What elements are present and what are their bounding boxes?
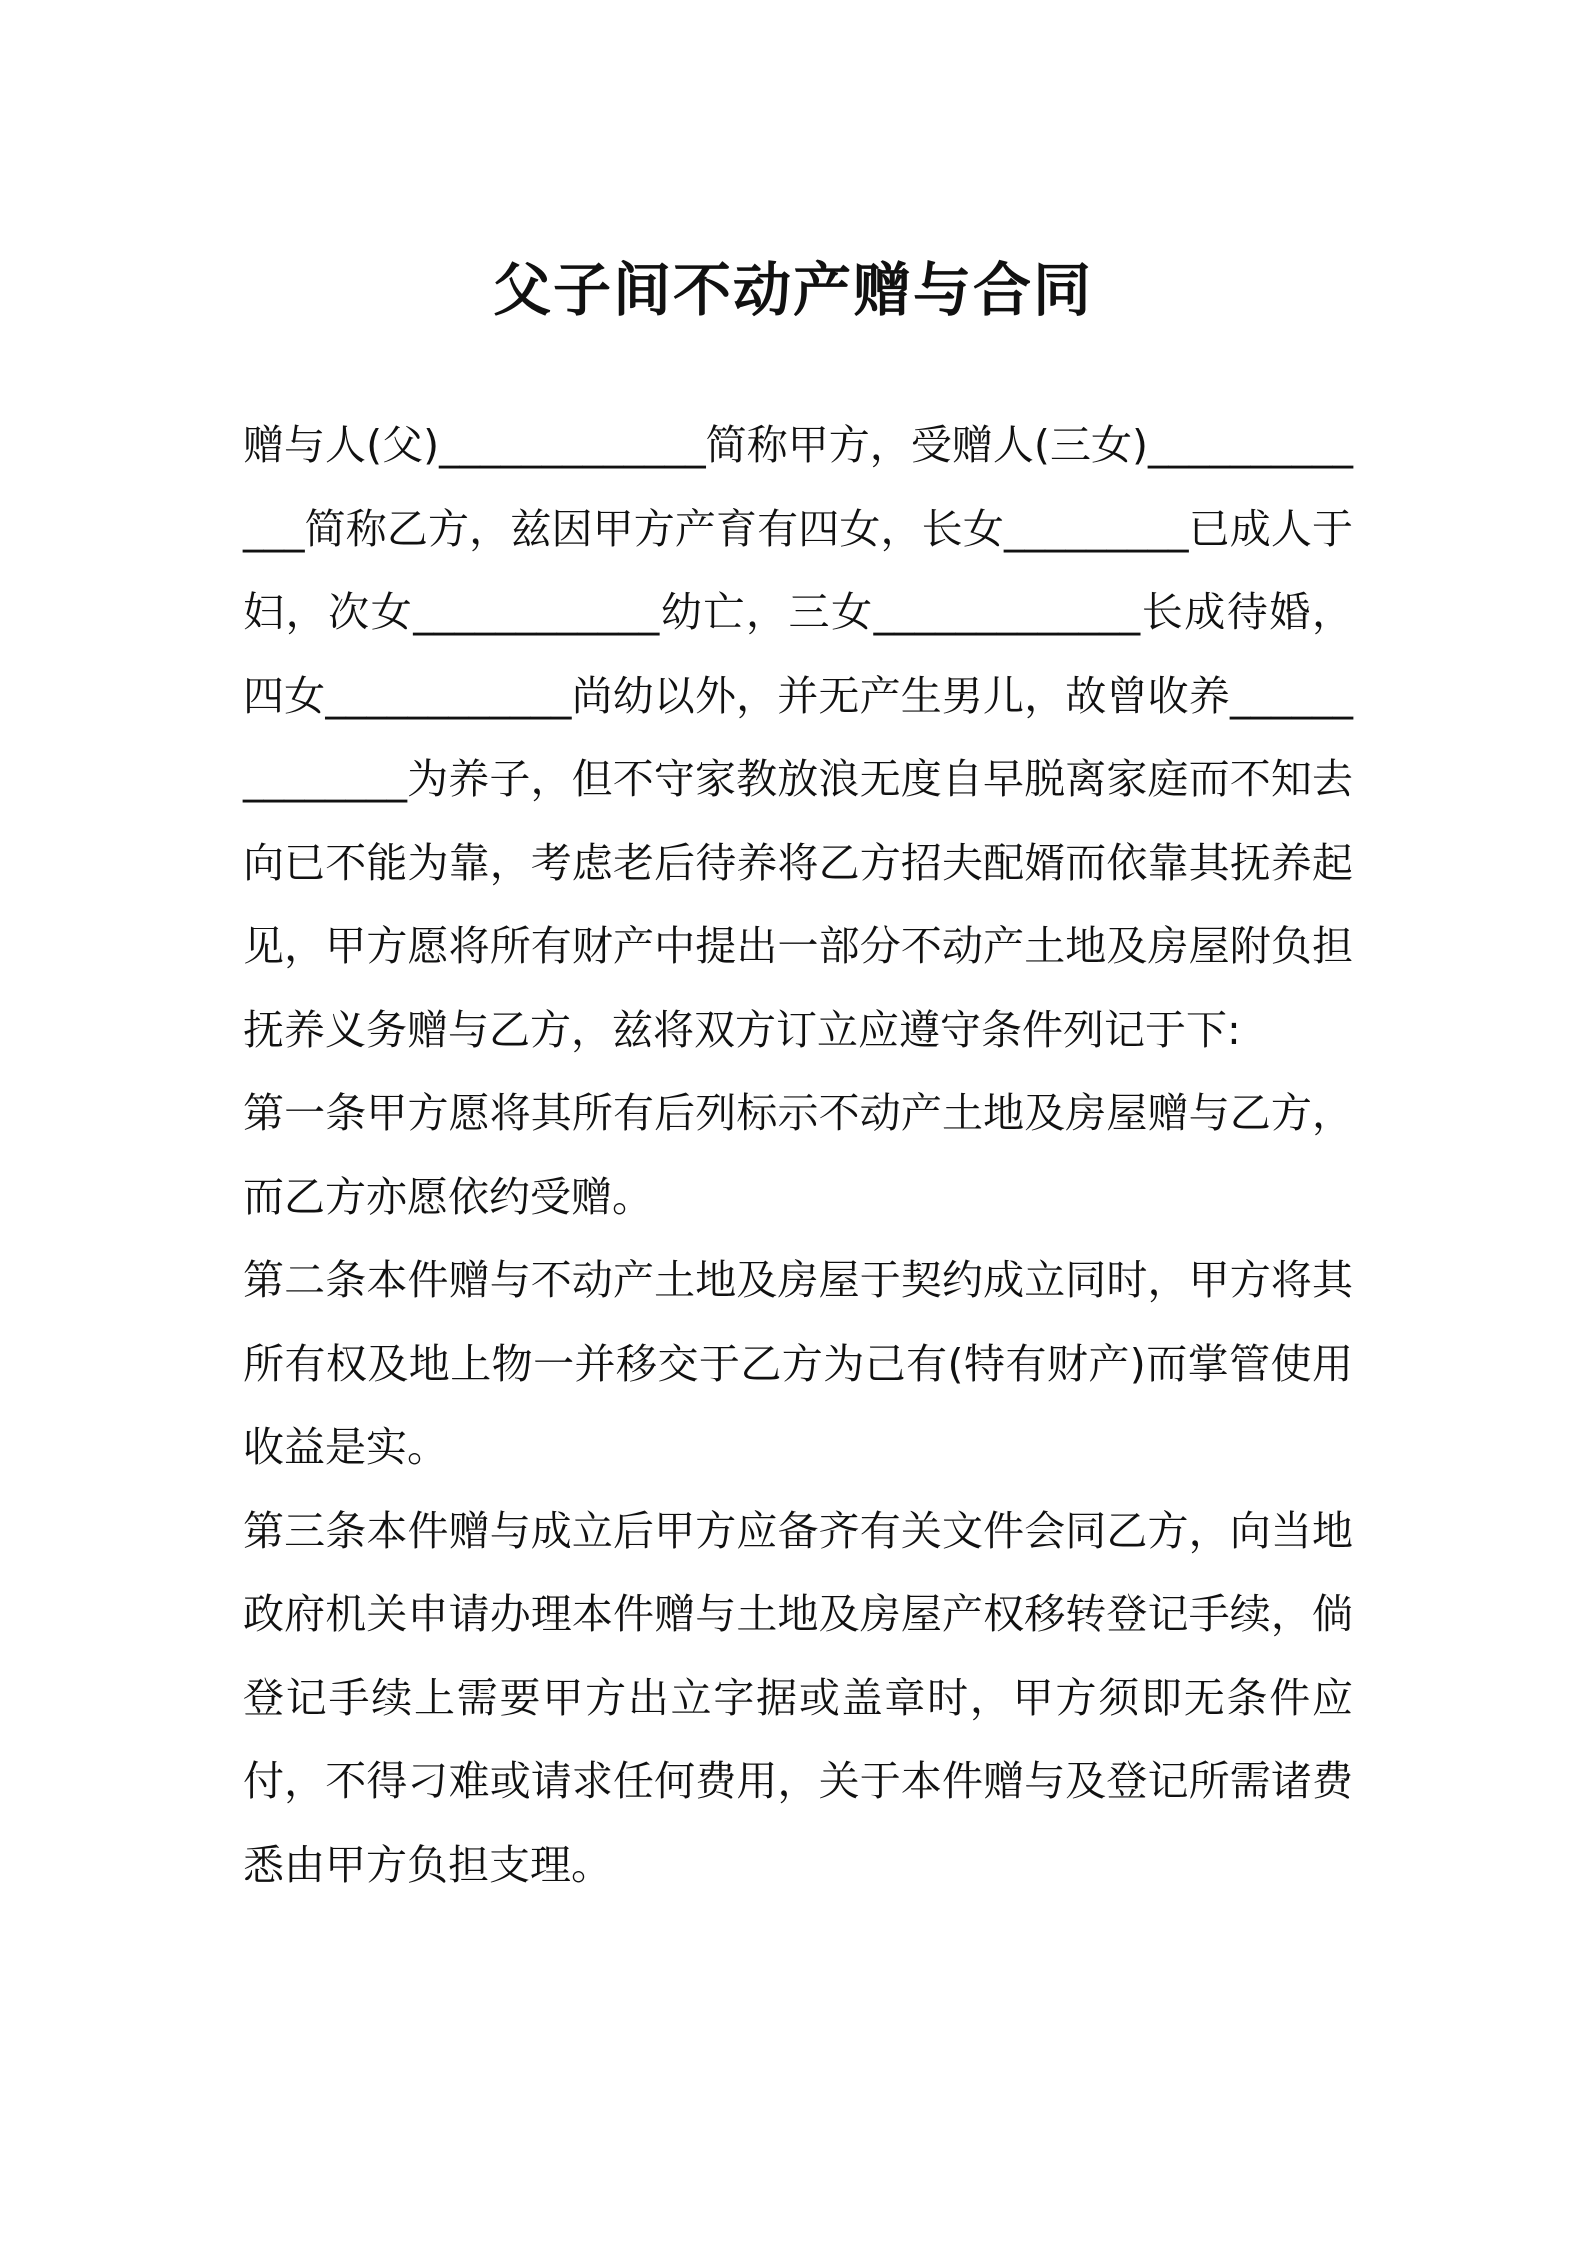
article-2-paragraph: 第二条本件赠与不动产土地及房屋于契约成立同时，甲方将其所有权及地上物一并移交于乙方为己有(特有财产)而掌管使用收益是实。: [243, 1256, 1353, 1471]
preamble-paragraph: 赠与人(父)_____________简称甲方，受赠人(三女)_____________简称乙方，兹因甲方产育有四女，长女_________已成人于妇，次女____________幼亡，三女_____________长成待婚，四女____________尚幼以外，并无产生男儿，故曾收养______________为养子，但不守家教放浪无度自早脱离家庭而不知去向已不能为靠，考虑老后待养将乙方招夫配婿而依靠其抚养起见，甲方愿将所有财产中提出一部分不动产土地及房屋附负担抚养义务赠与乙方，兹将双方订立应遵守条件列记于下:: [243, 421, 1353, 1054]
article-3-paragraph: 第三条本件赠与成立后甲方应备齐有关文件会同乙方，向当地政府机关申请办理本件赠与土地及房屋产权移转登记手续，倘登记手续上需要甲方出立字据或盖章时，甲方须即无条件应付，不得刁难或请求任何费用，关于本件赠与及登记所需诸费悉由甲方负担支理。: [243, 1506, 1353, 1889]
article-1-paragraph: 第一条甲方愿将其所有后列标示不动产土地及房屋赠与乙方，而乙方亦愿依约受赠。: [243, 1089, 1353, 1221]
document-title: 父子间不动产赠与合同: [492, 256, 1093, 324]
document-body: [243, 404, 1353, 1907]
